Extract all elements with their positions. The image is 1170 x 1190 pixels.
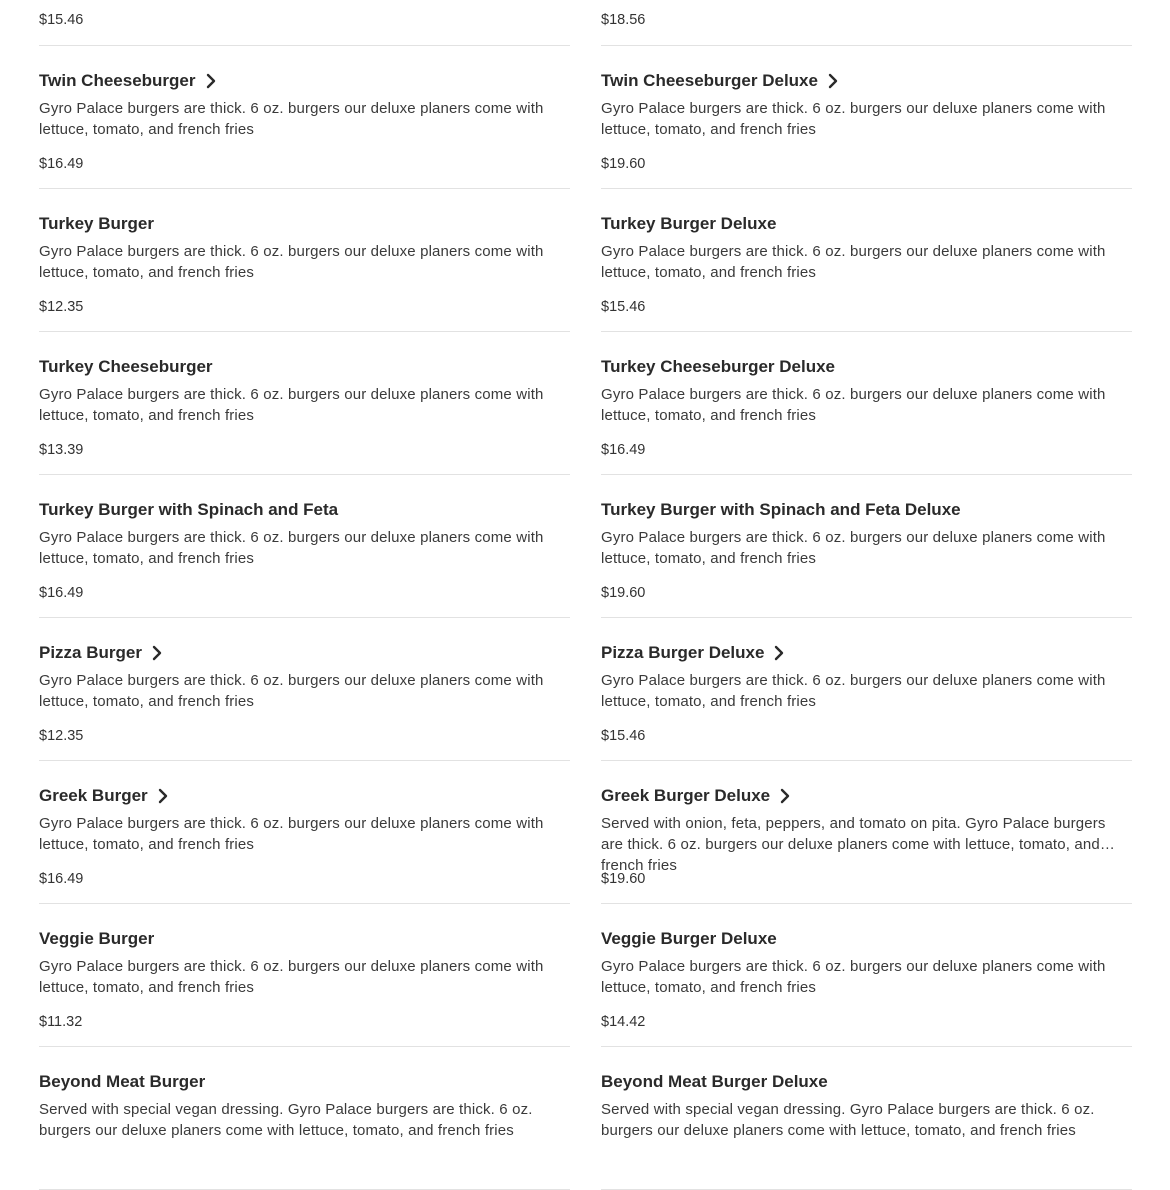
item-description: Gyro Palace burgers are thick. 6 oz. burgers our deluxe planers come with lettuce, tomato, and french fries: [601, 100, 1106, 138]
item-price: $14.42: [601, 1014, 646, 1030]
item-name: Veggie Burger Deluxe: [601, 929, 777, 948]
menu-item[interactable]: [39, 332, 570, 475]
item-name: Turkey Burger with Spinach and Feta Deluxe: [601, 500, 961, 519]
menu-item[interactable]: [601, 475, 1132, 618]
item-description: Gyro Palace burgers are thick. 6 oz. burgers our deluxe planers come with lettuce, tomato, and french fries: [39, 386, 544, 424]
item-title[interactable]: [39, 642, 570, 664]
menu-item[interactable]: [601, 189, 1132, 332]
item-price: $19.60: [601, 156, 646, 172]
item-price: $16.49: [39, 871, 84, 887]
menu-item[interactable]: [601, 332, 1132, 475]
item-description: Gyro Palace burgers are thick. 6 oz. burgers our deluxe planers come with lettuce, tomato, and french fries: [601, 672, 1106, 710]
chevron-right-icon[interactable]: [772, 645, 786, 661]
menu-column-left: [39, 0, 570, 1190]
item-description: Served with special vegan dressing. Gyro Palace burgers are thick. 6 oz. burgers our deluxe planers come with lettuce, tomato, and french fries: [601, 1101, 1095, 1139]
item-title[interactable]: [601, 213, 1132, 235]
item-title[interactable]: [39, 213, 570, 235]
item-price: $15.46: [601, 728, 646, 744]
menu-item[interactable]: [39, 1047, 570, 1190]
item-name: Beyond Meat Burger: [39, 1072, 206, 1091]
item-description: Gyro Palace burgers are thick. 6 oz. burgers our deluxe planers come with lettuce, tomato, and french fries: [39, 815, 544, 853]
item-name: Turkey Burger: [39, 214, 154, 233]
item-title[interactable]: [39, 70, 570, 92]
chevron-right-icon[interactable]: [778, 788, 792, 804]
item-title[interactable]: [39, 785, 570, 807]
item-price: $11.32: [39, 1014, 83, 1030]
item-description: Served with onion, feta, peppers, and tomato on pita. Gyro Palace burgers are thick. 6 oz. burgers our deluxe planers come with lettuce, tomato, and french fries: [601, 815, 1106, 874]
item-description: Gyro Palace burgers are thick. 6 oz. burgers our deluxe planers come with lettuce, tomato, and french fries: [601, 529, 1106, 567]
item-title[interactable]: [39, 499, 570, 521]
item-name: Greek Burger: [39, 786, 148, 805]
item-price: $12.35: [39, 728, 84, 744]
item-price: $12.35: [39, 299, 84, 315]
menu-item-partial[interactable]: [39, 0, 570, 46]
item-title[interactable]: [601, 785, 1132, 807]
item-description: Gyro Palace burgers are thick. 6 oz. burgers our deluxe planers come with lettuce, tomato, and french fries: [601, 386, 1106, 424]
menu-column-right: [601, 0, 1132, 1190]
item-name: Veggie Burger: [39, 929, 155, 948]
item-name: Turkey Cheeseburger Deluxe: [601, 357, 835, 376]
item-title[interactable]: [39, 1071, 570, 1093]
item-price: $16.49: [39, 156, 84, 172]
item-price: $19.60: [601, 871, 646, 887]
item-title[interactable]: [601, 356, 1132, 378]
item-name: Turkey Cheeseburger: [39, 357, 213, 376]
item-description: Gyro Palace burgers are thick. 6 oz. burgers our deluxe planers come with lettuce, tomato, and french fries: [39, 100, 544, 138]
menu-item[interactable]: [39, 189, 570, 332]
item-title[interactable]: [601, 499, 1132, 521]
item-title[interactable]: [601, 1071, 1132, 1093]
menu-item[interactable]: [601, 904, 1132, 1047]
menu-item[interactable]: [39, 761, 570, 904]
menu-item[interactable]: [39, 618, 570, 761]
item-description: Gyro Palace burgers are thick. 6 oz. burgers our deluxe planers come with lettuce, tomato, and french fries: [601, 958, 1106, 996]
item-price: $15.46: [601, 299, 646, 315]
item-name: Pizza Burger Deluxe: [601, 643, 765, 662]
menu-item[interactable]: [39, 46, 570, 189]
item-description: Gyro Palace burgers are thick. 6 oz. burgers our deluxe planers come with lettuce, tomato, and french fries: [39, 958, 544, 996]
menu-item[interactable]: [601, 761, 1132, 904]
chevron-right-icon[interactable]: [826, 73, 840, 89]
item-description: Served with special vegan dressing. Gyro Palace burgers are thick. 6 oz. burgers our deluxe planers come with lettuce, tomato, and french fries: [39, 1101, 533, 1139]
item-name: Beyond Meat Burger Deluxe: [601, 1072, 828, 1091]
item-description: Gyro Palace burgers are thick. 6 oz. burgers our deluxe planers come with lettuce, tomato, and french fries: [39, 529, 544, 567]
item-title[interactable]: [601, 928, 1132, 950]
item-description: Gyro Palace burgers are thick. 6 oz. burgers our deluxe planers come with lettuce, tomato, and french fries: [39, 243, 544, 281]
item-name: Turkey Burger with Spinach and Feta: [39, 500, 339, 519]
menu-item-partial[interactable]: [601, 0, 1132, 46]
menu-item[interactable]: [39, 904, 570, 1047]
item-name: Pizza Burger: [39, 643, 142, 662]
item-description: Gyro Palace burgers are thick. 6 oz. burgers our deluxe planers come with lettuce, tomato, and french fries: [601, 243, 1106, 281]
item-title[interactable]: [601, 70, 1132, 92]
item-price: $15.46: [39, 12, 84, 28]
menu-item[interactable]: [601, 46, 1132, 189]
chevron-right-icon[interactable]: [156, 788, 170, 804]
item-name: Greek Burger Deluxe: [601, 786, 771, 805]
menu-item[interactable]: [601, 1047, 1132, 1190]
item-title[interactable]: [601, 642, 1132, 664]
item-price: $13.39: [39, 442, 84, 458]
item-price: $16.49: [39, 585, 84, 601]
item-name: Turkey Burger Deluxe: [601, 214, 777, 233]
item-price: $18.56: [601, 12, 646, 28]
item-title[interactable]: [39, 928, 570, 950]
item-description: Gyro Palace burgers are thick. 6 oz. burgers our deluxe planers come with lettuce, tomato, and french fries: [39, 672, 544, 710]
chevron-right-icon[interactable]: [150, 645, 164, 661]
item-price: $16.49: [601, 442, 646, 458]
chevron-right-icon[interactable]: [204, 73, 218, 89]
item-name: Twin Cheeseburger Deluxe: [601, 71, 818, 90]
item-price: $19.60: [601, 585, 646, 601]
item-name: Twin Cheeseburger: [39, 71, 196, 90]
item-title[interactable]: [39, 356, 570, 378]
menu-item[interactable]: [601, 618, 1132, 761]
menu-item[interactable]: [39, 475, 570, 618]
